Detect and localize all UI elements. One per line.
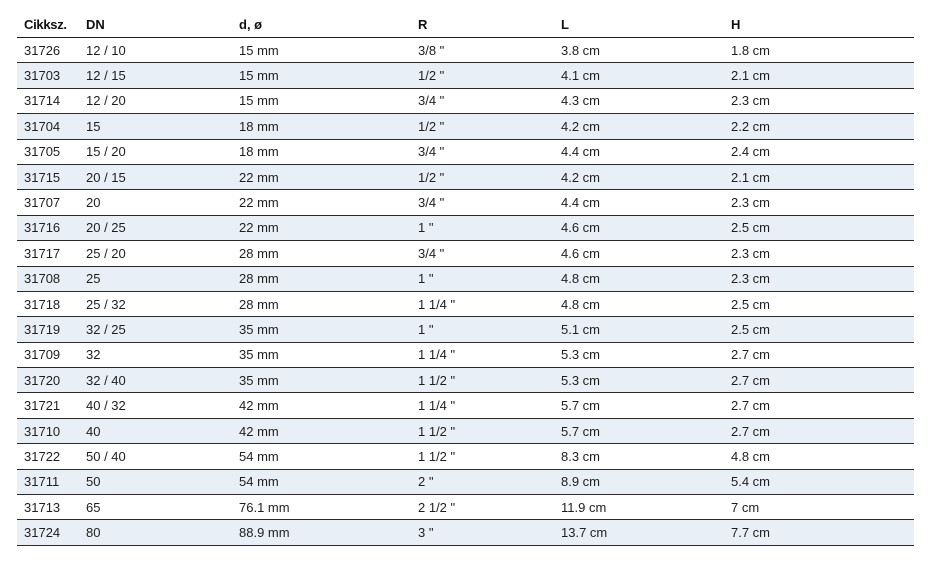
cell-dn: 80 bbox=[79, 520, 232, 545]
column-header-dn: DN bbox=[79, 12, 232, 38]
cell-dn: 25 / 20 bbox=[79, 241, 232, 266]
cell-height-h: 2.5 cm bbox=[724, 215, 914, 240]
cell-dn: 25 bbox=[79, 266, 232, 291]
cell-diameter: 35 mm bbox=[232, 342, 411, 367]
cell-length-l: 11.9 cm bbox=[554, 495, 724, 520]
cell-length-l: 8.3 cm bbox=[554, 444, 724, 469]
cell-dn: 25 / 32 bbox=[79, 291, 232, 316]
cell-thread-r: 1 1/4 " bbox=[411, 393, 554, 418]
cell-thread-r: 1/2 " bbox=[411, 63, 554, 88]
cell-thread-r: 1 " bbox=[411, 215, 554, 240]
cell-article-number: 31711 bbox=[17, 469, 79, 494]
cell-diameter: 18 mm bbox=[232, 114, 411, 139]
cell-diameter: 15 mm bbox=[232, 63, 411, 88]
cell-thread-r: 3/4 " bbox=[411, 139, 554, 164]
cell-length-l: 5.3 cm bbox=[554, 342, 724, 367]
cell-height-h: 2.7 cm bbox=[724, 418, 914, 443]
cell-dn: 12 / 15 bbox=[79, 63, 232, 88]
table-row bbox=[17, 291, 914, 316]
table-row bbox=[17, 139, 914, 164]
product-dimensions-table bbox=[17, 12, 914, 546]
header-row bbox=[17, 12, 914, 38]
table-row bbox=[17, 215, 914, 240]
cell-article-number: 31715 bbox=[17, 164, 79, 189]
cell-length-l: 4.2 cm bbox=[554, 114, 724, 139]
cell-length-l: 4.8 cm bbox=[554, 291, 724, 316]
cell-thread-r: 3/4 " bbox=[411, 88, 554, 113]
cell-diameter: 42 mm bbox=[232, 418, 411, 443]
cell-height-h: 2.4 cm bbox=[724, 139, 914, 164]
cell-article-number: 31718 bbox=[17, 291, 79, 316]
cell-diameter: 15 mm bbox=[232, 38, 411, 63]
table-row bbox=[17, 444, 914, 469]
cell-height-h: 2.7 cm bbox=[724, 393, 914, 418]
cell-article-number: 31713 bbox=[17, 495, 79, 520]
cell-length-l: 3.8 cm bbox=[554, 38, 724, 63]
cell-dn: 20 bbox=[79, 190, 232, 215]
cell-length-l: 4.3 cm bbox=[554, 88, 724, 113]
table-row bbox=[17, 317, 914, 342]
table-row bbox=[17, 38, 914, 63]
cell-height-h: 2.7 cm bbox=[724, 368, 914, 393]
cell-article-number: 31719 bbox=[17, 317, 79, 342]
table-body bbox=[17, 38, 914, 546]
cell-height-h: 2.3 cm bbox=[724, 190, 914, 215]
table-row bbox=[17, 520, 914, 545]
column-header-height-h: H bbox=[724, 12, 914, 38]
cell-diameter: 18 mm bbox=[232, 139, 411, 164]
cell-height-h: 2.5 cm bbox=[724, 317, 914, 342]
cell-dn: 20 / 15 bbox=[79, 164, 232, 189]
cell-diameter: 54 mm bbox=[232, 444, 411, 469]
cell-dn: 40 bbox=[79, 418, 232, 443]
cell-thread-r: 1 " bbox=[411, 266, 554, 291]
cell-article-number: 31705 bbox=[17, 139, 79, 164]
table-row bbox=[17, 418, 914, 443]
cell-thread-r: 3/4 " bbox=[411, 190, 554, 215]
cell-article-number: 31726 bbox=[17, 38, 79, 63]
cell-diameter: 22 mm bbox=[232, 164, 411, 189]
cell-thread-r: 2 " bbox=[411, 469, 554, 494]
cell-length-l: 4.1 cm bbox=[554, 63, 724, 88]
cell-height-h: 7 cm bbox=[724, 495, 914, 520]
cell-height-h: 2.5 cm bbox=[724, 291, 914, 316]
cell-diameter: 15 mm bbox=[232, 88, 411, 113]
cell-length-l: 5.7 cm bbox=[554, 393, 724, 418]
table-row bbox=[17, 241, 914, 266]
cell-diameter: 35 mm bbox=[232, 317, 411, 342]
cell-thread-r: 1 1/2 " bbox=[411, 444, 554, 469]
cell-dn: 15 bbox=[79, 114, 232, 139]
cell-diameter: 88.9 mm bbox=[232, 520, 411, 545]
cell-article-number: 31707 bbox=[17, 190, 79, 215]
product-table-container bbox=[17, 12, 914, 546]
cell-thread-r: 1 1/4 " bbox=[411, 291, 554, 316]
table-row bbox=[17, 164, 914, 189]
cell-dn: 32 bbox=[79, 342, 232, 367]
cell-height-h: 2.1 cm bbox=[724, 164, 914, 189]
cell-thread-r: 3 " bbox=[411, 520, 554, 545]
cell-length-l: 5.3 cm bbox=[554, 368, 724, 393]
cell-length-l: 4.6 cm bbox=[554, 241, 724, 266]
cell-thread-r: 1 1/4 " bbox=[411, 342, 554, 367]
cell-diameter: 35 mm bbox=[232, 368, 411, 393]
column-header-thread-r: R bbox=[411, 12, 554, 38]
table-row bbox=[17, 266, 914, 291]
cell-thread-r: 2 1/2 " bbox=[411, 495, 554, 520]
table-row bbox=[17, 114, 914, 139]
cell-article-number: 31709 bbox=[17, 342, 79, 367]
table-row bbox=[17, 88, 914, 113]
cell-height-h: 2.7 cm bbox=[724, 342, 914, 367]
cell-diameter: 28 mm bbox=[232, 266, 411, 291]
cell-height-h: 7.7 cm bbox=[724, 520, 914, 545]
cell-length-l: 8.9 cm bbox=[554, 469, 724, 494]
cell-diameter: 28 mm bbox=[232, 291, 411, 316]
cell-dn: 20 / 25 bbox=[79, 215, 232, 240]
cell-article-number: 31703 bbox=[17, 63, 79, 88]
cell-article-number: 31717 bbox=[17, 241, 79, 266]
cell-thread-r: 3/8 " bbox=[411, 38, 554, 63]
cell-article-number: 31716 bbox=[17, 215, 79, 240]
cell-diameter: 28 mm bbox=[232, 241, 411, 266]
cell-length-l: 13.7 cm bbox=[554, 520, 724, 545]
cell-length-l: 4.4 cm bbox=[554, 190, 724, 215]
cell-length-l: 4.8 cm bbox=[554, 266, 724, 291]
cell-dn: 15 / 20 bbox=[79, 139, 232, 164]
cell-article-number: 31722 bbox=[17, 444, 79, 469]
column-header-diameter: d, ø bbox=[232, 12, 411, 38]
cell-diameter: 54 mm bbox=[232, 469, 411, 494]
cell-thread-r: 1/2 " bbox=[411, 164, 554, 189]
cell-height-h: 2.3 cm bbox=[724, 88, 914, 113]
cell-length-l: 4.6 cm bbox=[554, 215, 724, 240]
cell-height-h: 2.1 cm bbox=[724, 63, 914, 88]
cell-dn: 32 / 25 bbox=[79, 317, 232, 342]
cell-height-h: 4.8 cm bbox=[724, 444, 914, 469]
cell-height-h: 2.3 cm bbox=[724, 241, 914, 266]
cell-article-number: 31708 bbox=[17, 266, 79, 291]
cell-dn: 50 / 40 bbox=[79, 444, 232, 469]
cell-thread-r: 1 1/2 " bbox=[411, 368, 554, 393]
cell-dn: 12 / 20 bbox=[79, 88, 232, 113]
cell-dn: 40 / 32 bbox=[79, 393, 232, 418]
cell-length-l: 4.2 cm bbox=[554, 164, 724, 189]
cell-height-h: 5.4 cm bbox=[724, 469, 914, 494]
cell-length-l: 4.4 cm bbox=[554, 139, 724, 164]
cell-diameter: 22 mm bbox=[232, 215, 411, 240]
table-row bbox=[17, 393, 914, 418]
cell-dn: 32 / 40 bbox=[79, 368, 232, 393]
cell-dn: 50 bbox=[79, 469, 232, 494]
cell-article-number: 31724 bbox=[17, 520, 79, 545]
table-row bbox=[17, 63, 914, 88]
cell-diameter: 42 mm bbox=[232, 393, 411, 418]
cell-diameter: 22 mm bbox=[232, 190, 411, 215]
cell-diameter: 76.1 mm bbox=[232, 495, 411, 520]
cell-height-h: 2.3 cm bbox=[724, 266, 914, 291]
table-row bbox=[17, 342, 914, 367]
table-row bbox=[17, 368, 914, 393]
cell-article-number: 31720 bbox=[17, 368, 79, 393]
cell-height-h: 1.8 cm bbox=[724, 38, 914, 63]
cell-thread-r: 1/2 " bbox=[411, 114, 554, 139]
table-row bbox=[17, 190, 914, 215]
cell-height-h: 2.2 cm bbox=[724, 114, 914, 139]
cell-article-number: 31710 bbox=[17, 418, 79, 443]
cell-thread-r: 1 1/2 " bbox=[411, 418, 554, 443]
table-header bbox=[17, 12, 914, 38]
cell-thread-r: 1 " bbox=[411, 317, 554, 342]
table-row bbox=[17, 469, 914, 494]
cell-thread-r: 3/4 " bbox=[411, 241, 554, 266]
cell-article-number: 31721 bbox=[17, 393, 79, 418]
cell-dn: 12 / 10 bbox=[79, 38, 232, 63]
cell-article-number: 31714 bbox=[17, 88, 79, 113]
cell-length-l: 5.1 cm bbox=[554, 317, 724, 342]
cell-dn: 65 bbox=[79, 495, 232, 520]
column-header-length-l: L bbox=[554, 12, 724, 38]
table-row bbox=[17, 495, 914, 520]
cell-length-l: 5.7 cm bbox=[554, 418, 724, 443]
cell-article-number: 31704 bbox=[17, 114, 79, 139]
column-header-article-number: Cikksz. bbox=[17, 12, 79, 38]
